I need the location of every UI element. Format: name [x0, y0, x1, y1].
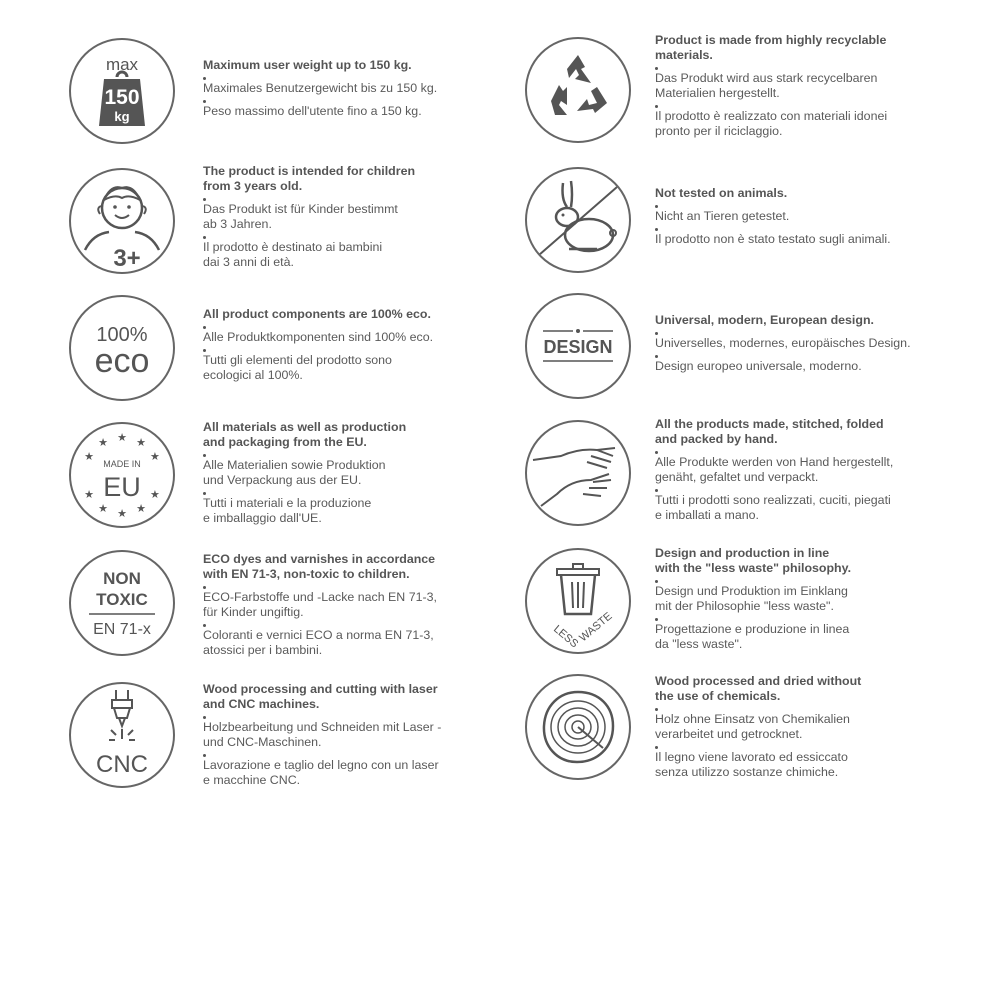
feature-text-de: Alle Produkte werden von Hand hergestellt, genäht, gefaltet und verpackt.	[655, 455, 935, 485]
feature-title-en: Wood processed and dried without the use of chemicals.	[655, 674, 862, 703]
feature-text-it: Il legno viene lavorato ed essiccato senza utilizzo sostanze chimiche.	[655, 750, 935, 780]
eu-star: ★	[98, 502, 108, 515]
rabbit-icon	[525, 167, 631, 273]
eu-star: ★	[98, 437, 108, 450]
weight-icon	[69, 38, 175, 144]
feature-text	[203, 552, 483, 658]
eu-star: ★	[84, 489, 95, 501]
feature-title-en: The product is intended for children from 3 years old.	[203, 164, 416, 193]
feature-text-de: Nicht an Tieren getestet.	[655, 209, 935, 224]
feature-text-it: Design europeo universale, moderno.	[655, 359, 935, 374]
feature-title-en: All the products made, stitched, folded and packed by hand.	[655, 417, 884, 446]
feature-text-de: Alle Materialien sowie Produktion und Verpackung aus der EU.	[203, 458, 483, 488]
feature-text	[655, 33, 935, 139]
less-label: LESS	[551, 623, 581, 651]
feature-text-it: Il prodotto non è stato testato sugli animali.	[655, 232, 935, 247]
eu-icon-big: EU	[103, 472, 141, 502]
eu-icon-small: MADE IN	[103, 459, 141, 469]
weight-icon-max: max	[105, 55, 139, 74]
eco-icon-word: eco	[94, 342, 150, 380]
feature-text-de: Universelles, modernes, europäisches Design.	[655, 336, 935, 351]
feature-text-de: Design und Produktion im Einklang mit der Philosophie "less waste".	[655, 584, 935, 614]
feature-text-it: Peso massimo dell'utente fino a 150 kg.	[203, 104, 483, 119]
eu-star: ★	[149, 489, 160, 501]
feature-text-de: Das Produkt ist für Kinder bestimmt ab 3 Jahren.	[203, 202, 483, 232]
feature-title-en: All product components are 100% eco.	[203, 307, 431, 321]
cnc-laser-icon	[69, 682, 175, 788]
feature-title-en: Maximum user weight up to 150 kg.	[203, 58, 412, 72]
feature-title-en: Universal, modern, European design.	[655, 313, 874, 327]
feature-title-en: Product is made from highly recyclable materials.	[655, 33, 887, 62]
less-waste-icon	[525, 548, 631, 654]
feature-text-de: ECO-Farbstoffe und -Lacke nach EN 71-3, für Kinder ungiftig.	[203, 590, 483, 620]
feature-text	[655, 417, 935, 523]
feature-text-it: Tutti i prodotti sono realizzati, cuciti, piegati e imballati a mano.	[655, 493, 935, 523]
eu-star: ★	[136, 437, 146, 450]
design-icon	[525, 293, 631, 399]
feature-text-de: Maximales Benutzergewicht bis zu 150 kg.	[203, 81, 483, 96]
child-face-icon	[69, 168, 175, 274]
feature-title-en: All materials as well as production and packaging from the EU.	[203, 420, 407, 449]
waste-label: WASTE	[577, 610, 615, 645]
eco-icon-percent: 100%	[96, 324, 148, 346]
feature-title-en: Not tested on animals.	[655, 186, 788, 200]
feature-text	[655, 546, 935, 652]
feature-text	[203, 58, 483, 119]
feature-text	[655, 186, 935, 247]
feature-text-it: Coloranti e vernici ECO a norma EN 71-3, atossici per i bambini.	[203, 628, 483, 658]
weight-icon-unit: kg	[114, 109, 130, 124]
cnc-label: CNC	[96, 751, 148, 778]
feature-title-en: Design and production in line with the "less waste" philosophy.	[655, 546, 852, 575]
eu-star: ★	[117, 432, 127, 444]
feature-text-de: Holzbearbeitung und Schneiden mit Laser - und CNC-Maschinen.	[203, 720, 483, 750]
weight-icon-number: 150	[104, 86, 140, 109]
feature-title-en: ECO dyes and varnishes in accordance with EN 71-3, non-toxic to children.	[203, 552, 436, 581]
feature-title-en: Wood processing and cutting with laser and CNC machines.	[203, 682, 438, 711]
non-toxic-icon	[69, 550, 175, 656]
feature-text-it: Lavorazione e taglio del legno con un laser e macchine CNC.	[203, 758, 483, 788]
hands-icon	[525, 420, 631, 526]
recycle-icon	[525, 37, 631, 143]
feature-text	[655, 674, 935, 780]
feature-text	[203, 307, 483, 383]
feature-text-it: Tutti i materiali e la produzione e imballaggio dall'UE.	[203, 496, 483, 526]
non-toxic-line1: NON	[103, 569, 141, 588]
feature-text	[203, 682, 483, 788]
feature-text	[203, 420, 483, 526]
feature-text-it: Il prodotto è destinato ai bambini dai 3 anni di età.	[203, 240, 483, 270]
eu-star: ★	[149, 451, 160, 463]
feature-text-it: Progettazione e produzione in linea da "less waste".	[655, 622, 935, 652]
eco-icon	[69, 295, 175, 401]
eu-star: ★	[84, 451, 95, 463]
design-label: DESIGN	[543, 337, 613, 357]
age-label: 3+	[113, 245, 141, 272]
feature-text-it: Il prodotto è realizzato con materiali idonei pronto per il riciclaggio.	[655, 109, 935, 139]
feature-text-de: Alle Produktkomponenten sind 100% eco.	[203, 330, 483, 345]
wood-rings-icon	[525, 674, 631, 780]
feature-text-de: Das Produkt wird aus stark recycelbaren Materialien hergestellt.	[655, 71, 935, 101]
feature-text-it: Tutti gli elementi del prodotto sono ecologici al 100%.	[203, 353, 483, 383]
feature-text	[203, 164, 483, 270]
non-toxic-line2: TOXIC	[96, 590, 148, 609]
feature-text-de: Holz ohne Einsatz von Chemikalien verarbeitet und getrocknet.	[655, 712, 935, 742]
feature-text	[655, 313, 935, 374]
eu-star: ★	[117, 508, 127, 520]
non-toxic-norm: EN 71-x	[93, 621, 151, 638]
eu-star: ★	[136, 502, 146, 515]
made-in-eu-icon	[69, 422, 175, 528]
